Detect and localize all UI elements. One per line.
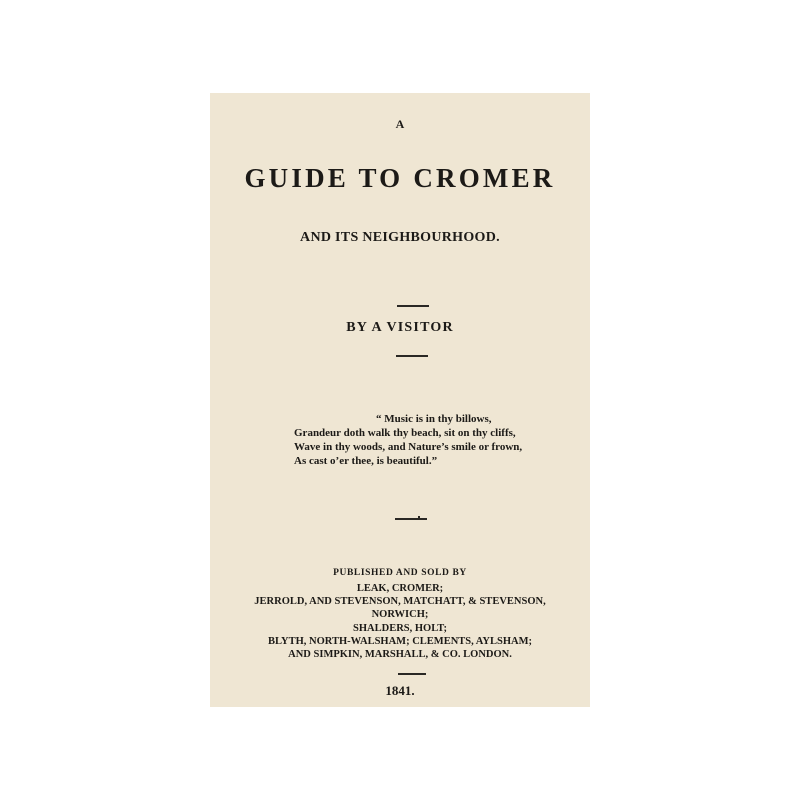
publication-year: 1841. [385,683,415,698]
imprint-sellers [210,582,590,661]
epigraph [294,412,522,468]
book-subtitle: AND ITS NEIGHBOURHOOD. [300,230,500,245]
seller-line: SHALDERS, HOLT; [353,622,447,634]
byline: BY A VISITOR [346,320,454,335]
ornament-dot [418,516,420,519]
divider-rule [396,355,428,357]
seller-line: LEAK, CROMER; [356,583,444,594]
divider-rule [397,305,429,307]
seller-line: NORWICH; [371,609,429,621]
title-page [210,93,590,707]
epigraph-line: Wave in thy woods, and Nature’s smile or frown, [294,441,523,453]
imprint-heading: PUBLISHED AND SOLD BY [333,568,467,578]
ornament-rule [395,518,427,520]
seller-line: BLYTH, NORTH-WALSHAM; CLEMENTS, AYLSHAM; [267,635,533,647]
divider-rule [398,673,426,675]
epigraph-line: Grandeur doth walk thy beach, sit on thy cliffs, [294,427,516,439]
seller-line: JERROLD, AND STEVENSON, MATCHATT, & STEVENSON, [254,596,546,608]
book-title: GUIDE TO CROMER [244,163,556,193]
seller-line: AND SIMPKIN, MARSHALL, & CO. LONDON. [288,649,512,661]
epigraph-line: “ Music is in thy billows, [376,413,492,425]
epigraph-line: As cast o’er thee, is beautiful.” [294,455,438,467]
title-article: A [395,117,405,131]
